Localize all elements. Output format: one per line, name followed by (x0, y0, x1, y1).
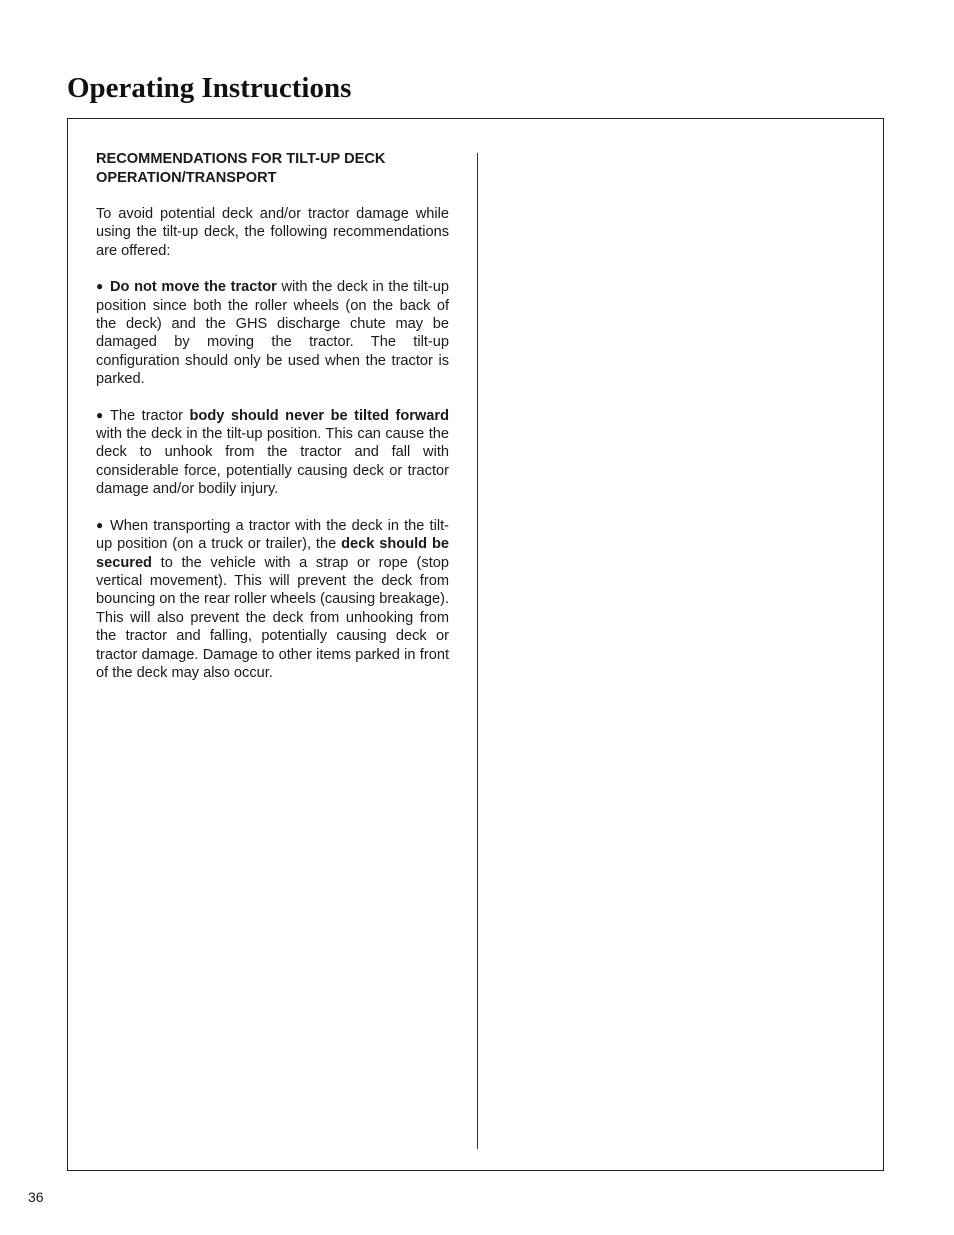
bullet-bold-text: body should never be tilted forward (189, 407, 449, 424)
bullet-icon: ● (96, 407, 104, 422)
bullet-icon: ● (96, 517, 104, 532)
section-heading-line2: OPERATION/TRANSPORT (96, 170, 277, 186)
intro-paragraph: To avoid potential deck and/or tractor damage while using the tilt-up deck, the following recommendations are offered: (96, 206, 449, 259)
page-number: 36 (28, 1189, 44, 1205)
bullet-item (96, 277, 449, 388)
bullet-bold-text: deck should be secured (96, 536, 449, 571)
bullet-pre-text: The tractor (110, 407, 190, 424)
bullet-bold-text: Do not move the tractor (110, 279, 277, 296)
bullet-item (96, 406, 449, 499)
section-heading-line1: RECOMMENDATIONS FOR TILT-UP DECK (96, 151, 386, 167)
bullet-post-text: to the vehicle with a strap or rope (stop vertical movement). This will prevent the deck from bouncing on the rear roller wheels (causing breakage). This will also prevent the deck from unhooking from the tractor and falling, potentially causing deck or tractor damage. Damage to other items parked in front of the deck may also occur. (96, 554, 449, 681)
column-divider (477, 153, 478, 1149)
left-column (96, 150, 449, 699)
bullet-item (96, 516, 449, 683)
bullet-pre-text: When transporting a tractor with the deck in the tilt-up position (on a truck or trailer), the (96, 517, 449, 553)
bullet-post-text: with the deck in the tilt-up position since both the roller wheels (on the back of the deck) and the GHS discharge chute may be damaged by moving the tractor. The tilt-up configuration should only be used when the tractor is parked. (96, 279, 449, 388)
bullet-post-text: with the deck in the tilt-up position. This can cause the deck to unhook from the tractor and fall with considerable force, potentially causing deck or tractor damage and/or bodily injury. (96, 426, 449, 498)
bullet-icon: ● (96, 279, 104, 294)
section-heading (96, 150, 449, 188)
page-title: Operating Instructions (67, 72, 352, 104)
